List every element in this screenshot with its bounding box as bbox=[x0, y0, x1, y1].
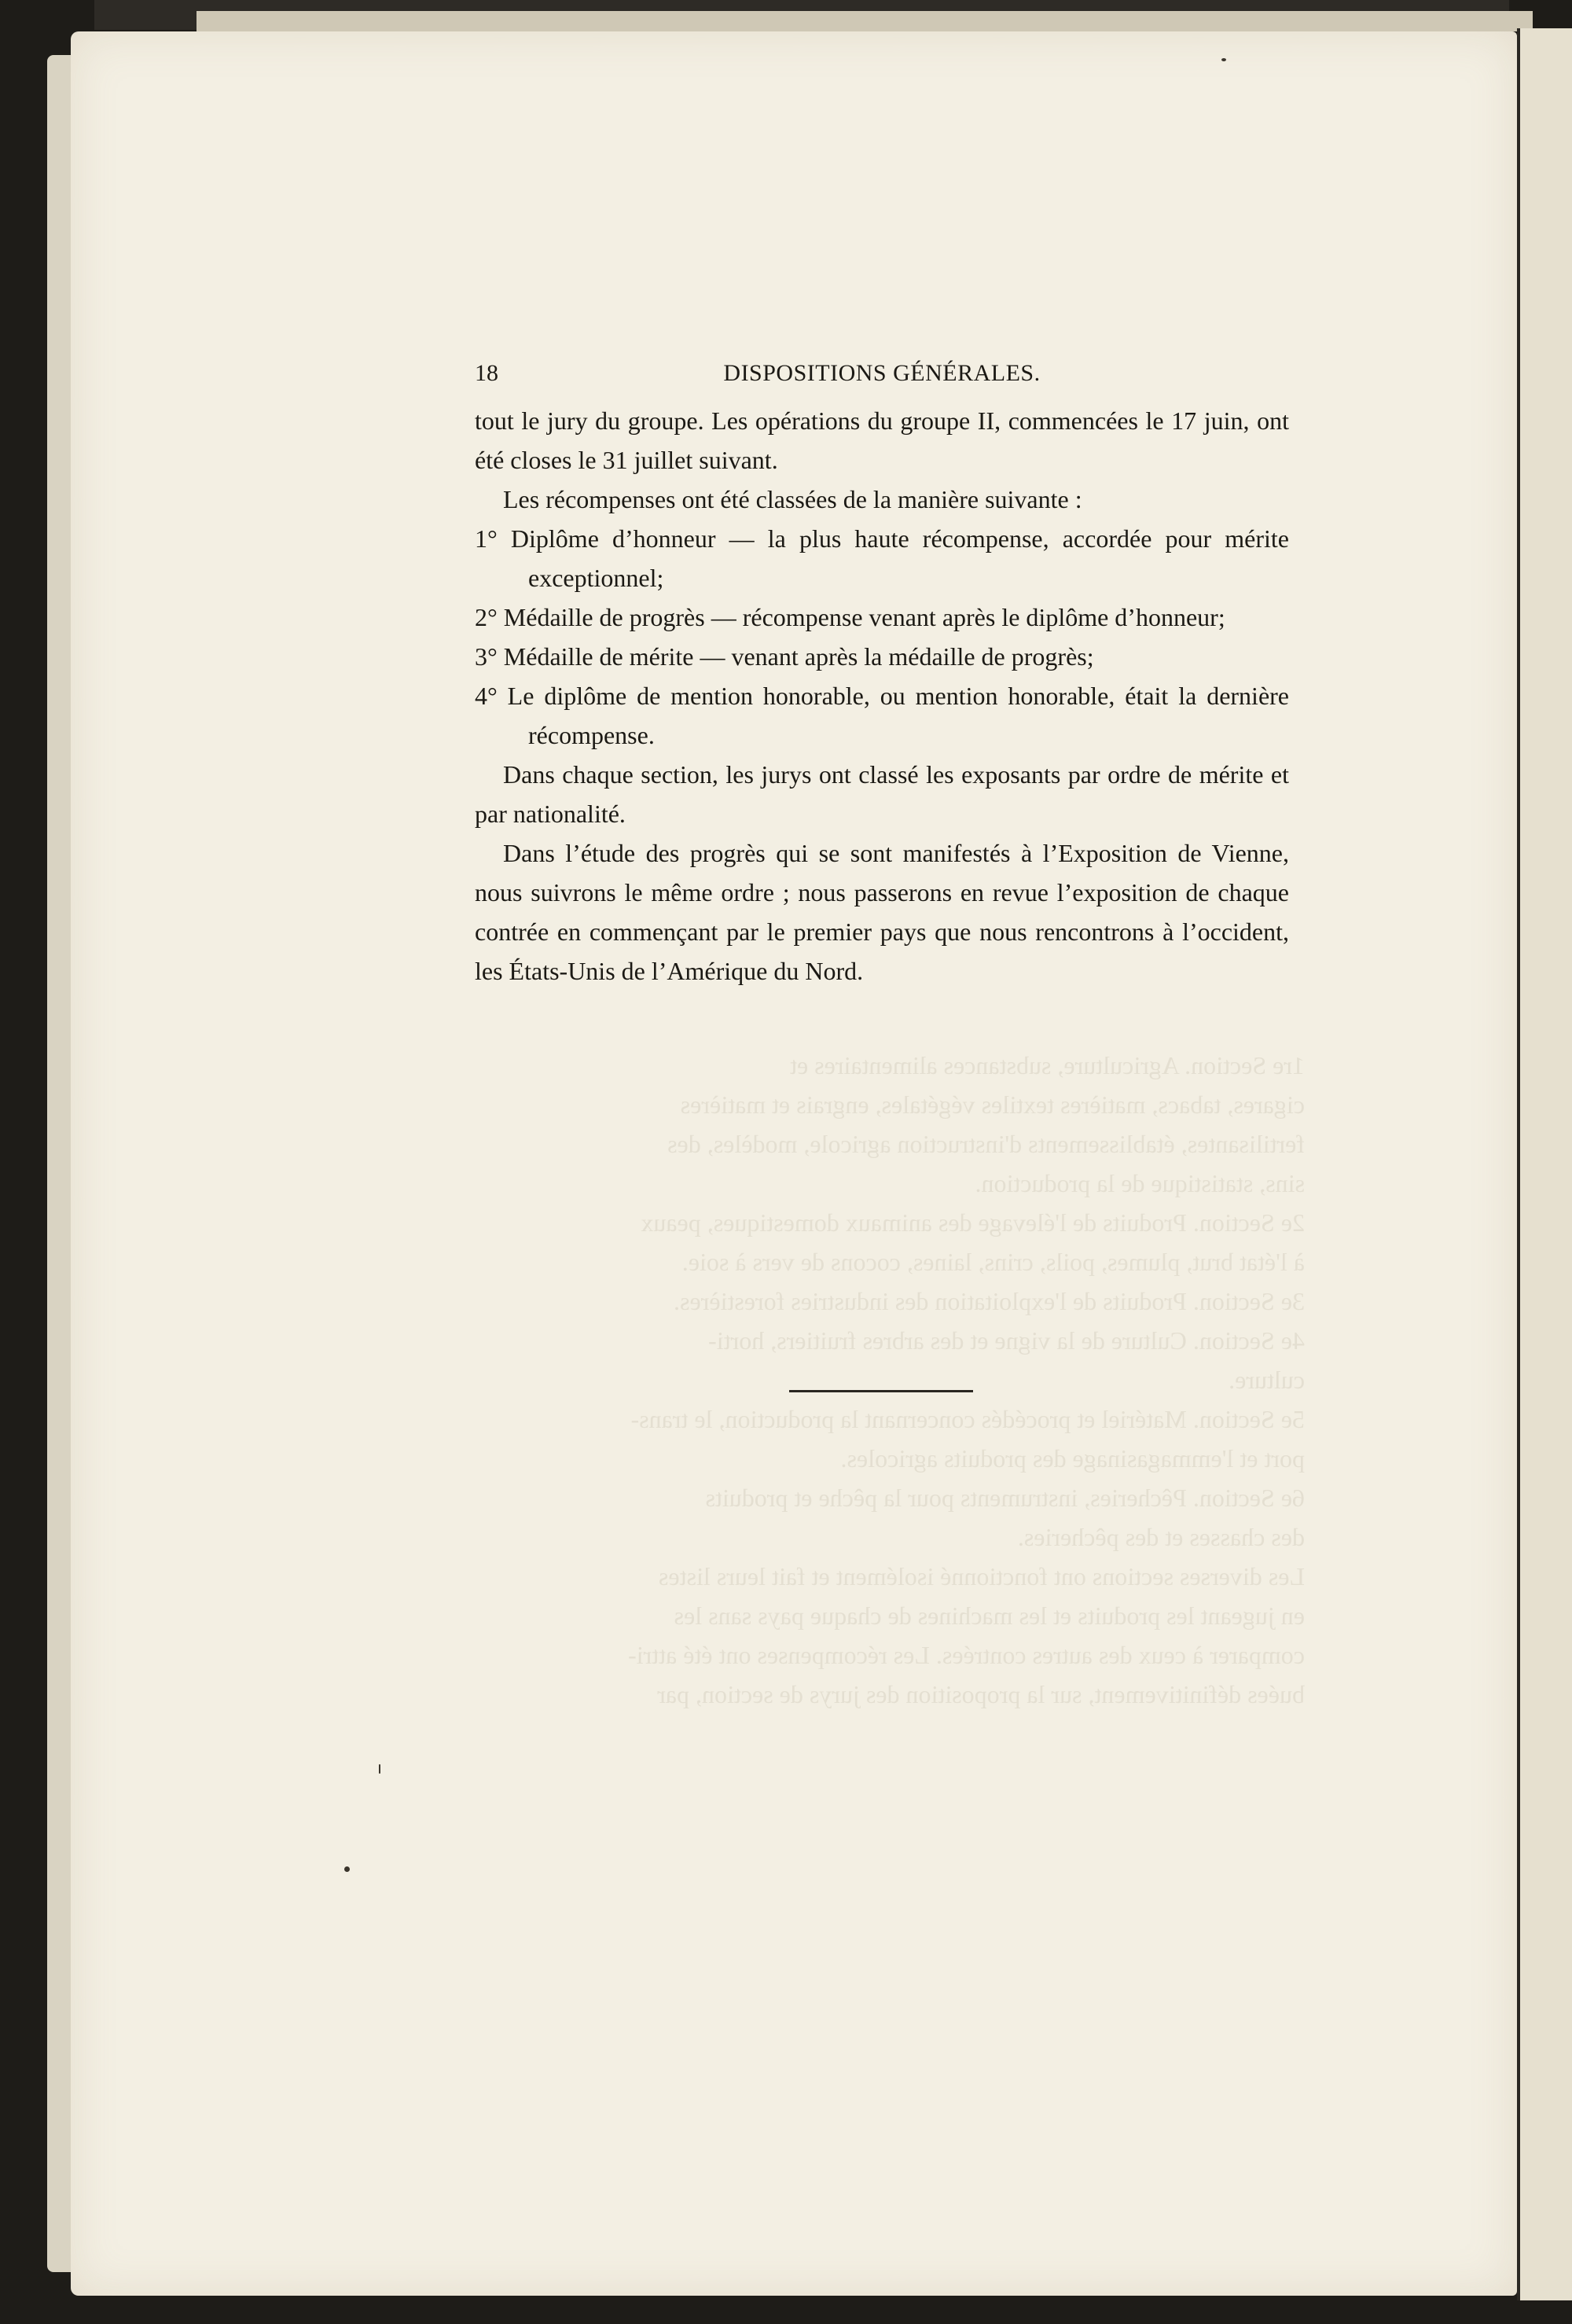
award-item-4: 4° Le diplôme de mention honorable, ou mention honorable, était la dernière récompense. bbox=[475, 682, 1289, 749]
adjacent-page-edge bbox=[1517, 28, 1572, 2300]
paper-edge bbox=[196, 11, 1533, 31]
award-item-2: 2° Médaille de progrès — récompense venant après le diplôme d’honneur; bbox=[475, 603, 1225, 631]
section-end-rule bbox=[789, 1390, 973, 1392]
award-item-3: 3° Médaille de mérite — venant après la médaille de progrès; bbox=[475, 642, 1094, 671]
running-title: DISPOSITIONS GÉNÉRALES. bbox=[723, 360, 1041, 386]
paragraph-etude-progres: Dans l’étude des progrès qui se sont manifestés à l’Exposition de Vienne, nous suivrons le même ordre ; nous passerons en revue l’exposition de chaque contrée en commençant par le premier pays que nous rencontrons à l’occident, les États-Unis de l’Amérique du Nord. bbox=[475, 839, 1289, 985]
ink-speck bbox=[344, 1866, 350, 1872]
scan-top-border bbox=[94, 0, 1509, 30]
running-head bbox=[475, 360, 1289, 395]
body-text bbox=[475, 401, 1289, 991]
ink-speck bbox=[379, 1764, 380, 1774]
ink-speck bbox=[1221, 58, 1226, 61]
award-item-1: 1° Diplôme d’honneur — la plus haute récompense, accordée pour mérite exceptionnel; bbox=[475, 524, 1289, 592]
paragraph-recompenses-intro: Les récompenses ont été classées de la manière suivante : bbox=[503, 485, 1082, 513]
paragraph-classement: Dans chaque section, les jurys ont classé les exposants par ordre de mérite et par nationalité. bbox=[475, 760, 1289, 828]
paragraph-groupe-ii: tout le jury du groupe. Les opérations du groupe II, commencées le 17 juin, ont été closes le 31 juillet suivant. bbox=[475, 406, 1289, 474]
page-number: 18 bbox=[475, 360, 498, 386]
